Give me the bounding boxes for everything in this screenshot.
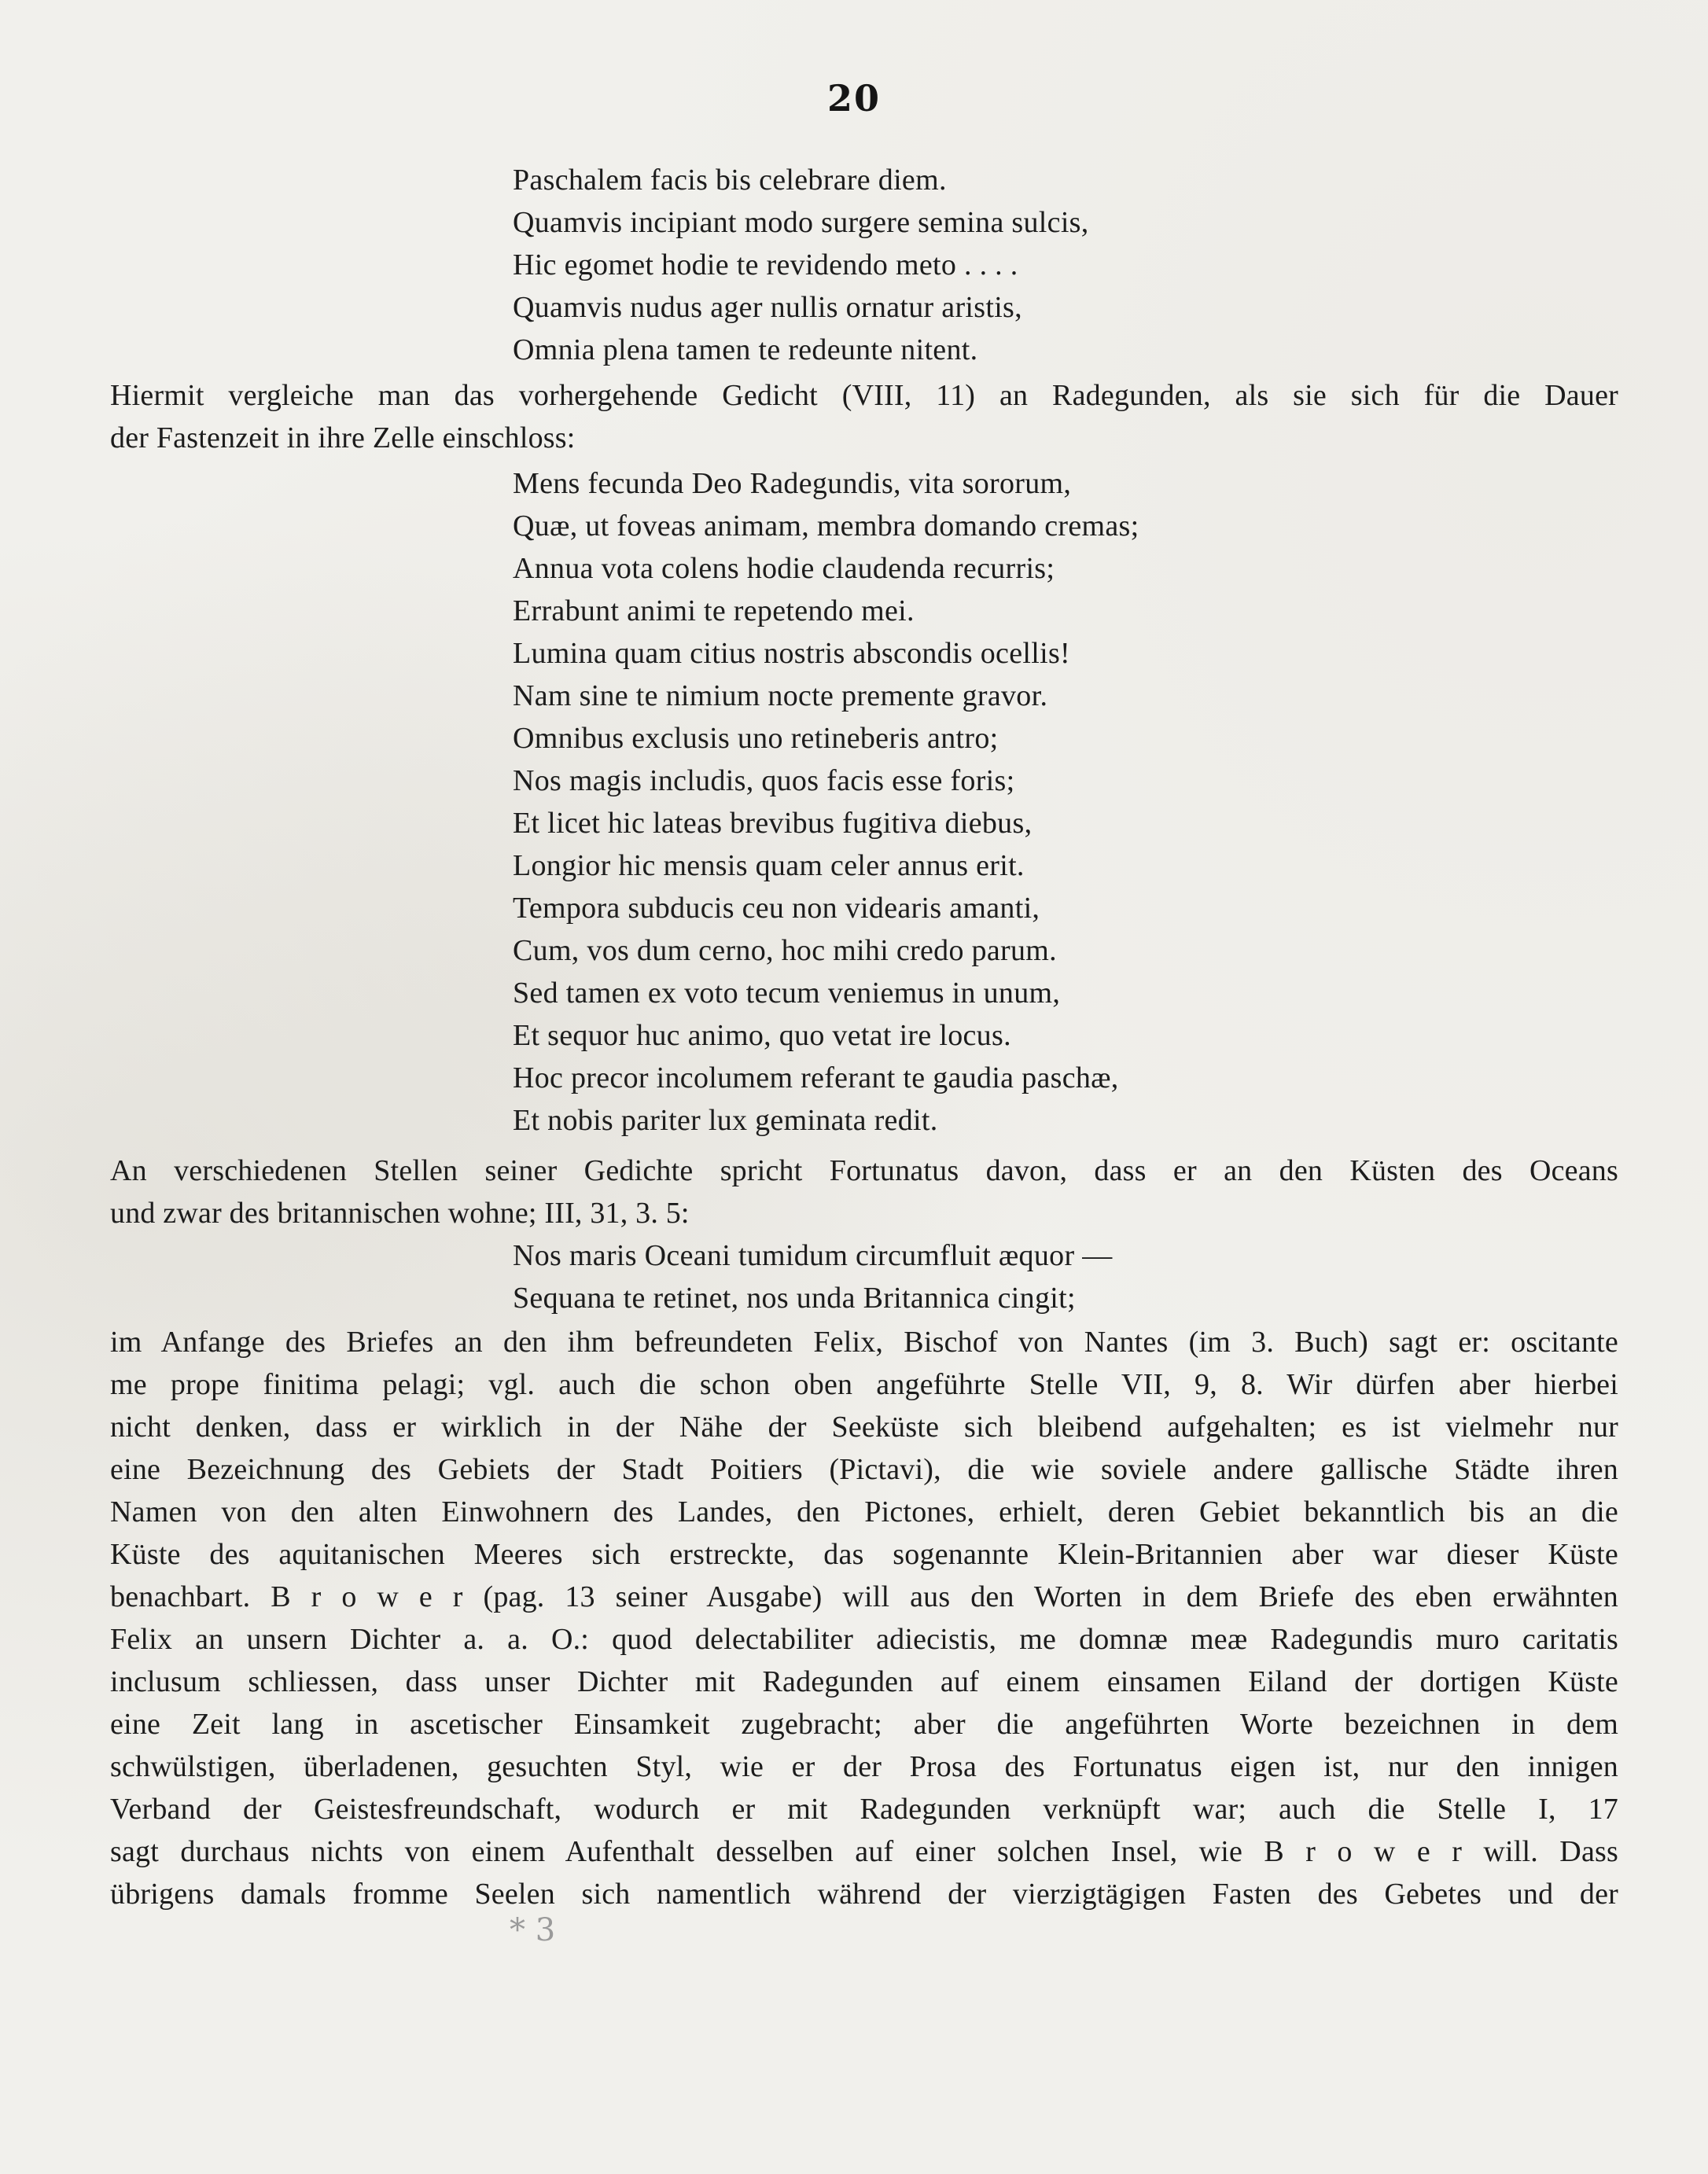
verse-line: Hoc precor incolumem referant te gaudia paschæ, — [513, 1061, 1119, 1094]
prose-paragraph-3 — [110, 1321, 1618, 1915]
verse-line: Nos maris Oceani tumidum circumfluit æquor — — [513, 1239, 1113, 1272]
verse-line: Quamvis nudus ager nullis ornatur aristis, — [513, 291, 1022, 324]
prose-line: Küste des aquitanischen Meeres sich erstreckte, das sogenannte Klein-Britannien aber war dieser Küste — [110, 1538, 1618, 1571]
prose-line: me prope finitima pelagi; vgl. auch die schon oben angeführte Stelle VII, 9, 8. Wir dürfen aber hierbei — [110, 1368, 1618, 1401]
verse-line: Hic egomet hodie te revidendo meto . . . . — [513, 248, 1018, 281]
verse-line: Sed tamen ex voto tecum veniemus in unum, — [513, 977, 1061, 1010]
verse-line: Omnia plena tamen te redeunte nitent. — [513, 333, 978, 366]
prose-line: inclusum schliessen, dass unser Dichter mit Radegunden auf einem einsamen Eiland der dortigen Küste — [110, 1665, 1618, 1698]
page-number: 20 — [826, 77, 881, 120]
prose-line: eine Zeit lang in ascetischer Einsamkeit zugebracht; aber die angeführten Worte bezeichnen in dem — [110, 1708, 1618, 1741]
verse-line: Cum, vos dum cerno, hoc mihi credo parum. — [513, 934, 1057, 967]
verse-line: Lumina quam citius nostris abscondis ocellis! — [513, 637, 1071, 670]
prose-line: schwülstigen, überladenen, gesuchten Styl, wie er der Prosa des Fortunatus eigen ist, nur den innigen — [110, 1750, 1618, 1783]
prose-line: übrigens damals fromme Seelen sich namentlich während der vierzigtägigen Fasten des Gebetes und der — [110, 1878, 1618, 1911]
verse-line: Paschalem facis bis celebrare diem. — [513, 164, 947, 197]
prose-line: Hiermit vergleiche man das vorhergehende Gedicht (VIII, 11) an Radegunden, als sie sich für die Dauer — [110, 379, 1618, 412]
prose-line: Felix an unsern Dichter a. a. O.: quod delectabiliter adiecistis, me domnæ meæ Radegundis muro caritatis — [110, 1623, 1618, 1656]
verse-line: Sequana te retinet, nos unda Britannica cingit; — [513, 1282, 1076, 1315]
verse-line: Quamvis incipiant modo surgere semina sulcis, — [513, 206, 1089, 239]
signature-mark: * 3 — [510, 1912, 556, 1948]
prose-line: der Fastenzeit in ihre Zelle einschloss: — [110, 421, 576, 454]
verse-line: Errabunt animi te repetendo mei. — [513, 594, 915, 627]
prose-line: sagt durchaus nichts von einem Aufenthalt desselben auf einer solchen Insel, wie B r o w e r will. Dass — [110, 1835, 1618, 1868]
verse-line: Nos magis includis, quos facis esse foris; — [513, 764, 1015, 797]
prose-line: benachbart. B r o w e r (pag. 13 seiner Ausgabe) will aus den Worten in dem Briefe des eben erwähnten — [110, 1580, 1618, 1613]
verse-line: Mens fecunda Deo Radegundis, vita sororum, — [513, 467, 1072, 500]
verse-block-2 — [513, 462, 1653, 1142]
prose-line: nicht denken, dass er wirklich in der Nähe der Seeküste sich bleibend aufgehalten; es ist vielmehr nur — [110, 1411, 1618, 1444]
prose-line: eine Bezeichnung des Gebiets der Stadt Poitiers (Pictavi), die wie soviele andere gallische Städte ihren — [110, 1453, 1618, 1486]
verse-line: Et sequor huc animo, quo vetat ire locus. — [513, 1019, 1011, 1052]
prose-line: An verschiedenen Stellen seiner Gedichte spricht Fortunatus davon, dass er an den Küsten des Oceans — [110, 1154, 1618, 1187]
verse-line: Nam sine te nimium nocte premente gravor. — [513, 679, 1048, 712]
verse-block-1 — [513, 159, 1653, 371]
verse-line: Et licet hic lateas brevibus fugitiva diebus, — [513, 807, 1033, 840]
prose-paragraph-1 — [110, 374, 1618, 459]
verse-line: Et nobis pariter lux geminata redit. — [513, 1104, 938, 1137]
prose-paragraph-2 — [110, 1150, 1618, 1234]
prose-line: Namen von den alten Einwohnern des Landes, den Pictones, erhielt, deren Gebiet bekanntlich bis an die — [110, 1495, 1618, 1528]
verse-line: Tempora subducis ceu non videaris amanti, — [513, 892, 1040, 925]
verse-line: Annua vota colens hodie claudenda recurris; — [513, 552, 1055, 585]
verse-block-3 — [513, 1234, 1653, 1319]
verse-line: Longior hic mensis quam celer annus erit. — [513, 849, 1025, 882]
verse-line: Quæ, ut foveas animam, membra domando cremas; — [513, 509, 1139, 543]
prose-line: im Anfange des Briefes an den ihm befreundeten Felix, Bischof von Nantes (im 3. Buch) sagt er: oscitante — [110, 1326, 1618, 1359]
prose-line: Verband der Geistesfreundschaft, wodurch er mit Radegunden verknüpft war; auch die Stelle I, 17 — [110, 1793, 1618, 1826]
prose-line: und zwar des britannischen wohne; III, 31, 3. 5: — [110, 1197, 690, 1230]
verse-line: Omnibus exclusis uno retineberis antro; — [513, 722, 999, 755]
